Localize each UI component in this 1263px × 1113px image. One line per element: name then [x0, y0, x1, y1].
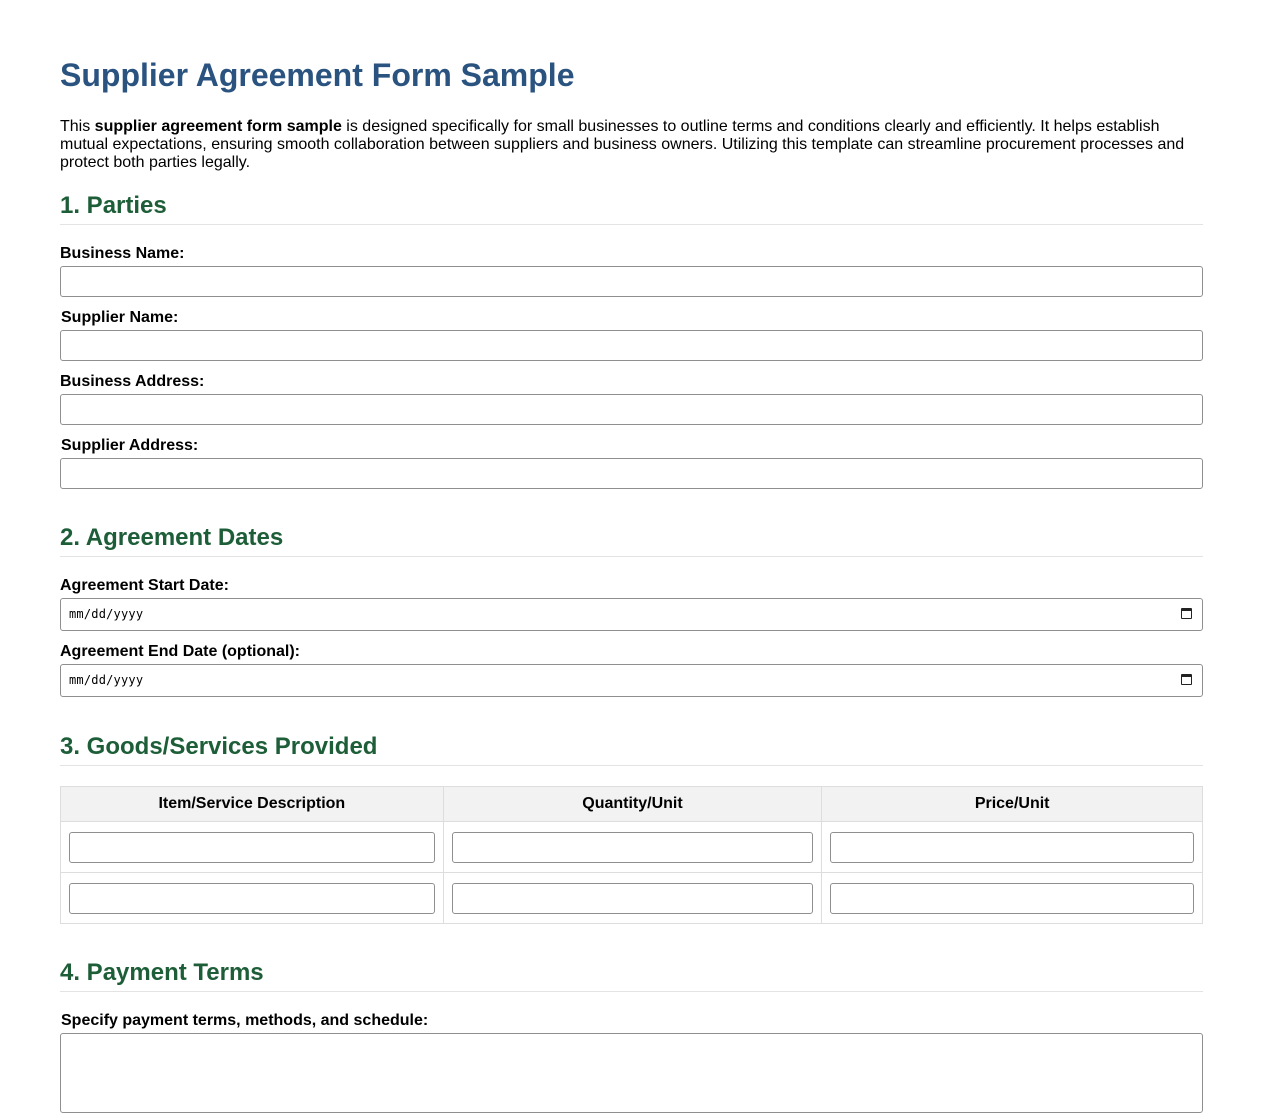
supplier-address-input[interactable] — [60, 458, 1203, 489]
price-input[interactable] — [830, 832, 1194, 863]
start-date-label: Agreement Start Date: — [60, 577, 229, 594]
table-cell — [443, 873, 822, 924]
business-address-input[interactable] — [60, 394, 1203, 425]
business-address-label: Business Address: — [60, 373, 205, 390]
intro-suffix: is designed specifically for small businesses to outline terms and conditions clearly and efficiently. It helps establish mutual expectations, ensuring smooth collaboration between suppliers and business owners. Utilizing this template can streamline procurement processes and protect both parties legally. — [60, 118, 1185, 171]
calendar-icon[interactable] — [1181, 608, 1192, 619]
section-heading-goods: 3. Goods/Services Provided — [60, 733, 378, 760]
business-name-label: Business Name: — [60, 245, 185, 262]
business-name-input[interactable] — [60, 266, 1203, 297]
payment-terms-label: Specify payment terms, methods, and schedule: — [61, 1012, 429, 1029]
end-date-placeholder: mm/dd/yyyy — [69, 673, 144, 687]
section-divider — [60, 765, 1203, 766]
quantity-input[interactable] — [452, 883, 814, 914]
end-date-label: Agreement End Date (optional): — [60, 643, 301, 660]
section-heading-dates: 2. Agreement Dates — [60, 524, 284, 551]
table-cell — [61, 822, 444, 873]
supplier-address-label: Supplier Address: — [61, 437, 199, 454]
start-date-input[interactable] — [60, 598, 1203, 631]
section-heading-payment: 4. Payment Terms — [60, 959, 264, 986]
page-title: Supplier Agreement Form Sample — [60, 57, 575, 93]
intro-bold: supplier agreement form sample — [94, 118, 342, 135]
calendar-icon[interactable] — [1181, 674, 1192, 685]
table-cell — [822, 822, 1203, 873]
item-description-input[interactable] — [69, 883, 435, 914]
start-date-placeholder: mm/dd/yyyy — [69, 607, 144, 621]
table-header-row — [61, 787, 1203, 822]
quantity-input[interactable] — [452, 832, 814, 863]
table-row — [61, 822, 1203, 873]
item-description-input[interactable] — [69, 832, 435, 863]
section-divider — [60, 556, 1203, 557]
payment-terms-textarea[interactable] — [60, 1033, 1203, 1113]
column-header-price: Price/Unit — [822, 787, 1203, 822]
table-cell — [822, 873, 1203, 924]
table-row — [61, 873, 1203, 924]
end-date-input[interactable] — [60, 664, 1203, 697]
intro-paragraph — [60, 118, 1200, 172]
price-input[interactable] — [830, 883, 1194, 914]
table-cell — [61, 873, 444, 924]
column-header-description: Item/Service Description — [61, 787, 444, 822]
column-header-quantity: Quantity/Unit — [443, 787, 822, 822]
intro-prefix: This — [60, 118, 95, 135]
supplier-name-label: Supplier Name: — [61, 309, 179, 326]
section-divider — [60, 224, 1203, 225]
section-divider — [60, 991, 1203, 992]
section-heading-parties: 1. Parties — [60, 192, 167, 219]
supplier-name-input[interactable] — [60, 330, 1203, 361]
table-cell — [443, 822, 822, 873]
goods-table — [60, 786, 1203, 924]
